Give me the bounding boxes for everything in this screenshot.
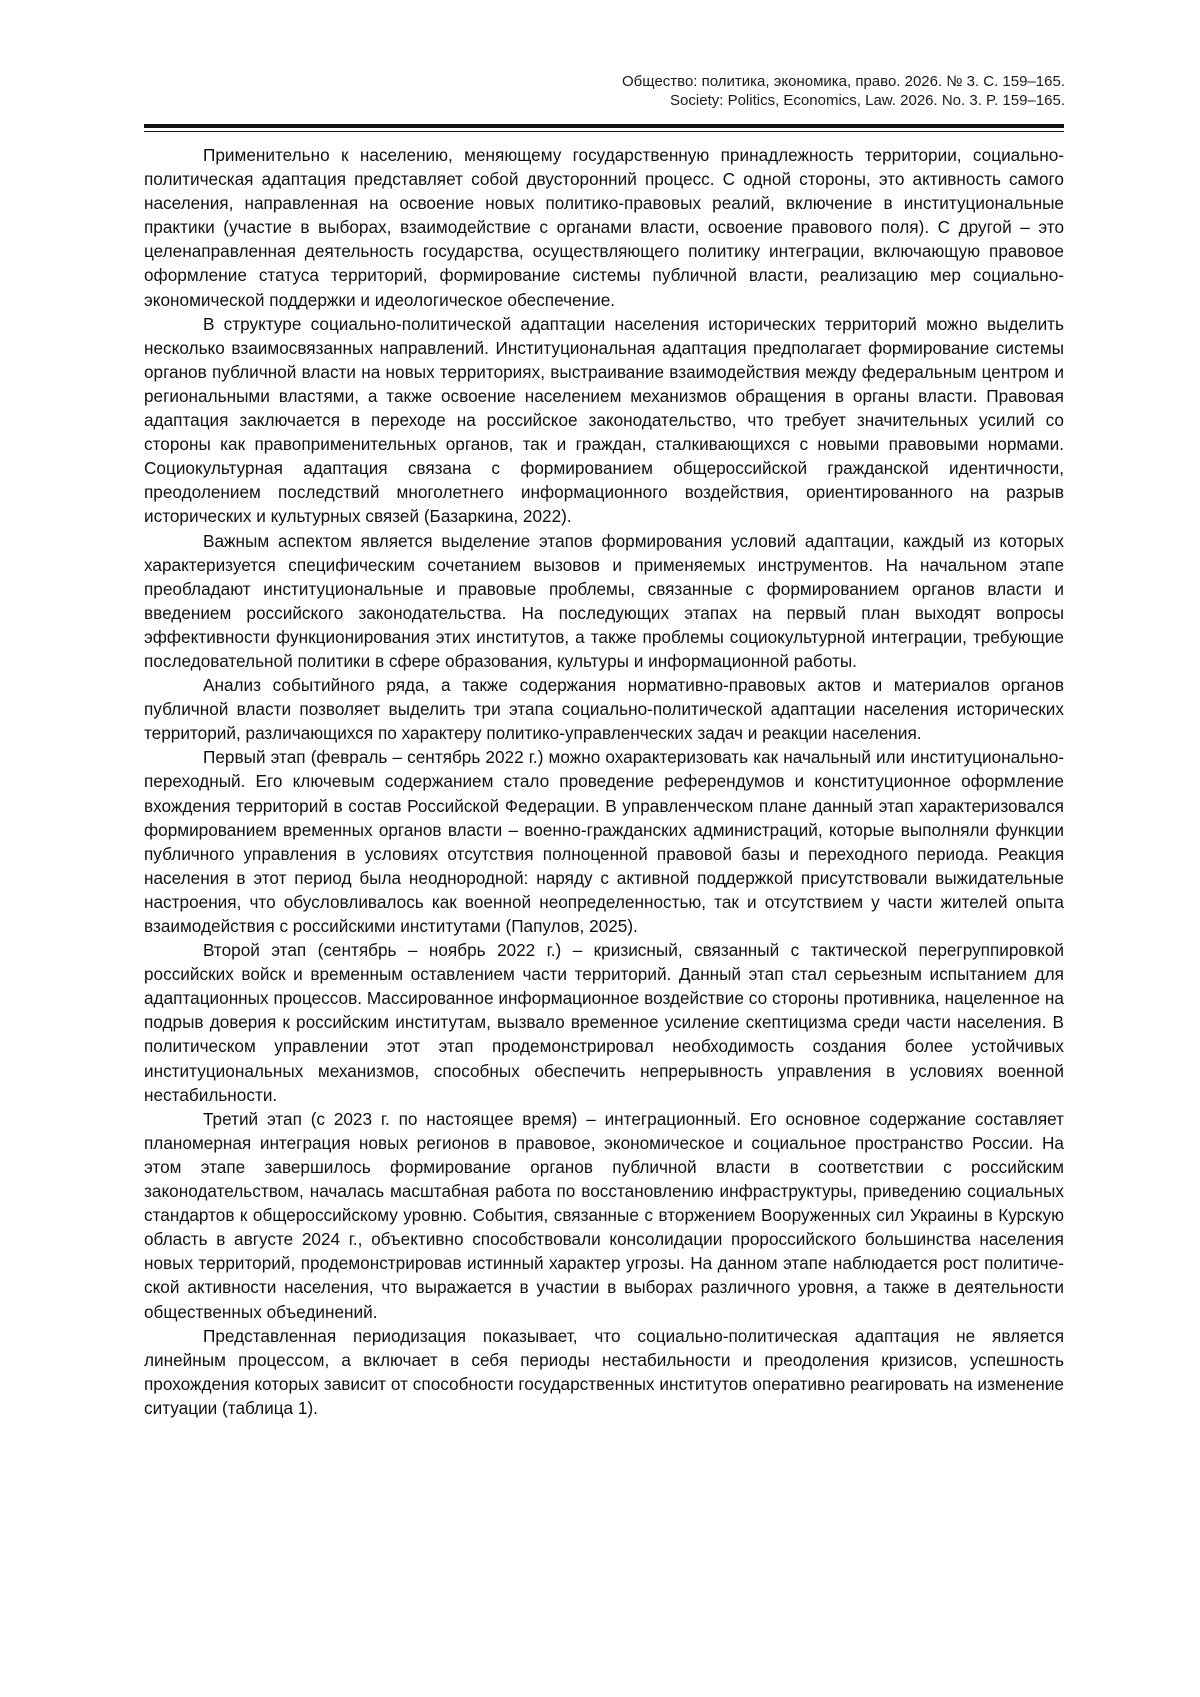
paragraph-6: Второй этап (сентябрь – ноябрь 2022 г.) – кризисный, связанный с тактической перегруппировкой российских войск и временным оставлением части территорий. Данный этап стал серьезным испытанием для адаптационных процессов. Массированное информационное воздействие со стороны противника, нацеленное на подрыв доверия к российским институтам, вызвало временное усиление скептицизма среди части населения. В политическом управлении этот этап продемонстрировал необходимость создания более устойчивых институциональных механизмов, способных обеспечить непрерывность управления в условиях военной нестабильности. — [144, 940, 1064, 1105]
header-rule-thick — [144, 124, 1064, 128]
paragraph-5: Первый этап (февраль – сентябрь 2022 г.) можно охарактеризовать как начальный или институционально-переходный. Его ключевым содержанием стало проведение референдумов и конституционное оформление вхождения территорий в состав Российской Федерации. В управленческом плане данный этап характеризовался формированием временных органов власти – военно-гражданских администраций, которые выполняли функции публичного управления в условиях отсутствия полноценной правовой базы и переходного периода. Реакция населения в этот период была неоднородной: наряду с активной поддержкой присутствовали выжидательные настроения, что обусловливалось как военной неопределенностью, так и отсутствием у части жителей опыта взаимодействия с российскими институтами (Папулов, 2025). — [144, 747, 1064, 936]
paragraph-3: Важным аспектом является выделение этапов формирования условий адаптации, каждый из которых характеризуется специфическим сочетанием вызовов и применяемых инструментов. На начальном этапе преобладают институциональные и правовые проблемы, связанные с формированием органов власти и введением российского законодательства. На последующих этапах на первый план выходят вопросы эффективности функционирования этих институтов, а также проблемы социокультурной интеграции, требующие последовательной политики в сфере образования, культуры и информационной работы. — [144, 530, 1064, 671]
running-head-en: Society: Politics, Economics, Law. 2026. No. 3. P. 159–165. — [670, 92, 1065, 109]
paragraph-7: Третий этап (с 2023 г. по настоящее время) – интеграционный. Его основное содержание составляет планомерная интеграция новых регионов в правовое, экономическое и социальное пространство России. На этом этапе завершилось формирование органов публичной власти в соответствии с российским законодательством, началась масштабная работа по восстановлению инфраструктуры, приведению социальных стандартов к общероссийскому уровню. События, связанные с вторжением Вооруженных сил Украины в Курскую область в августе 2024 г., объективно способствовали консолидации пророссийского большинства населения новых территорий, продемонстрировав истинный характер угрозы. На данном этапе наблюдается рост политической активности населения, что выражается в участии в выборах различного уровня, а также в деятельности общественных объединений. — [144, 1108, 1064, 1322]
running-head-ru: Общество: политика, экономика, право. 2026. № 3. С. 159–165. — [622, 73, 1065, 90]
paragraph-2: В структуре социально-политической адаптации населения исторических территорий можно выделить несколько взаимосвязанных направлений. Институциональная адаптация предполагает формирование системы органов публичной власти на новых территориях, выстраивание взаимодействия между федеральным центром и региональными властями, а также освоение населением механизмов обращения в органы власти. Правовая адаптация заключается в переходе на российское законодательство, что требует значительных усилий со стороны как правоприменительных органов, так и граждан, сталкивающихся с новыми правовыми нормами. Социокультурная адаптация связана с формированием общероссийской гражданской идентичности, преодолением последствий многолетнего информационного воздействия, ориентированного на разрыв исторических и культурных связей (Базаркина, 2022). — [144, 313, 1064, 527]
paragraph-8: Представленная периодизация показывает, что социально-политическая адаптация не является линейным процессом, а включает в себя периоды нестабильности и преодоления кризисов, успешность прохождения которых зависит от способности государственных институтов оперативно реагировать на изменение ситуации (таблица 1). — [144, 1325, 1064, 1418]
article-body — [144, 143, 1064, 1420]
header-rule-thin — [144, 131, 1064, 132]
paragraph-1: Применительно к населению, меняющему государственную принадлежность территории, социально-политическая адаптация представляет собой двусторонний процесс. С одной стороны, это активность самого населения, направленная на освоение новых политико-правовых реалий, включение в институциональные практики (участие в выборах, взаимодействие с органами власти, освоение правового поля). С другой – это целенаправленная деятельность государства, осуществляющего политику интеграции, включающую правовое оформление статуса территорий, формирование системы публичной власти, реализацию мер социально-экономической поддержки и идеологическое обеспечение. — [144, 145, 1064, 310]
running-head — [622, 72, 1065, 110]
paragraph-4: Анализ событийного ряда, а также содержания нормативно-правовых актов и материалов органов публичной власти позволяет выделить три этапа социально-политической адаптации населения исторических территорий, различающихся по характеру политико-управленческих задач и реакции населения. — [144, 675, 1064, 744]
